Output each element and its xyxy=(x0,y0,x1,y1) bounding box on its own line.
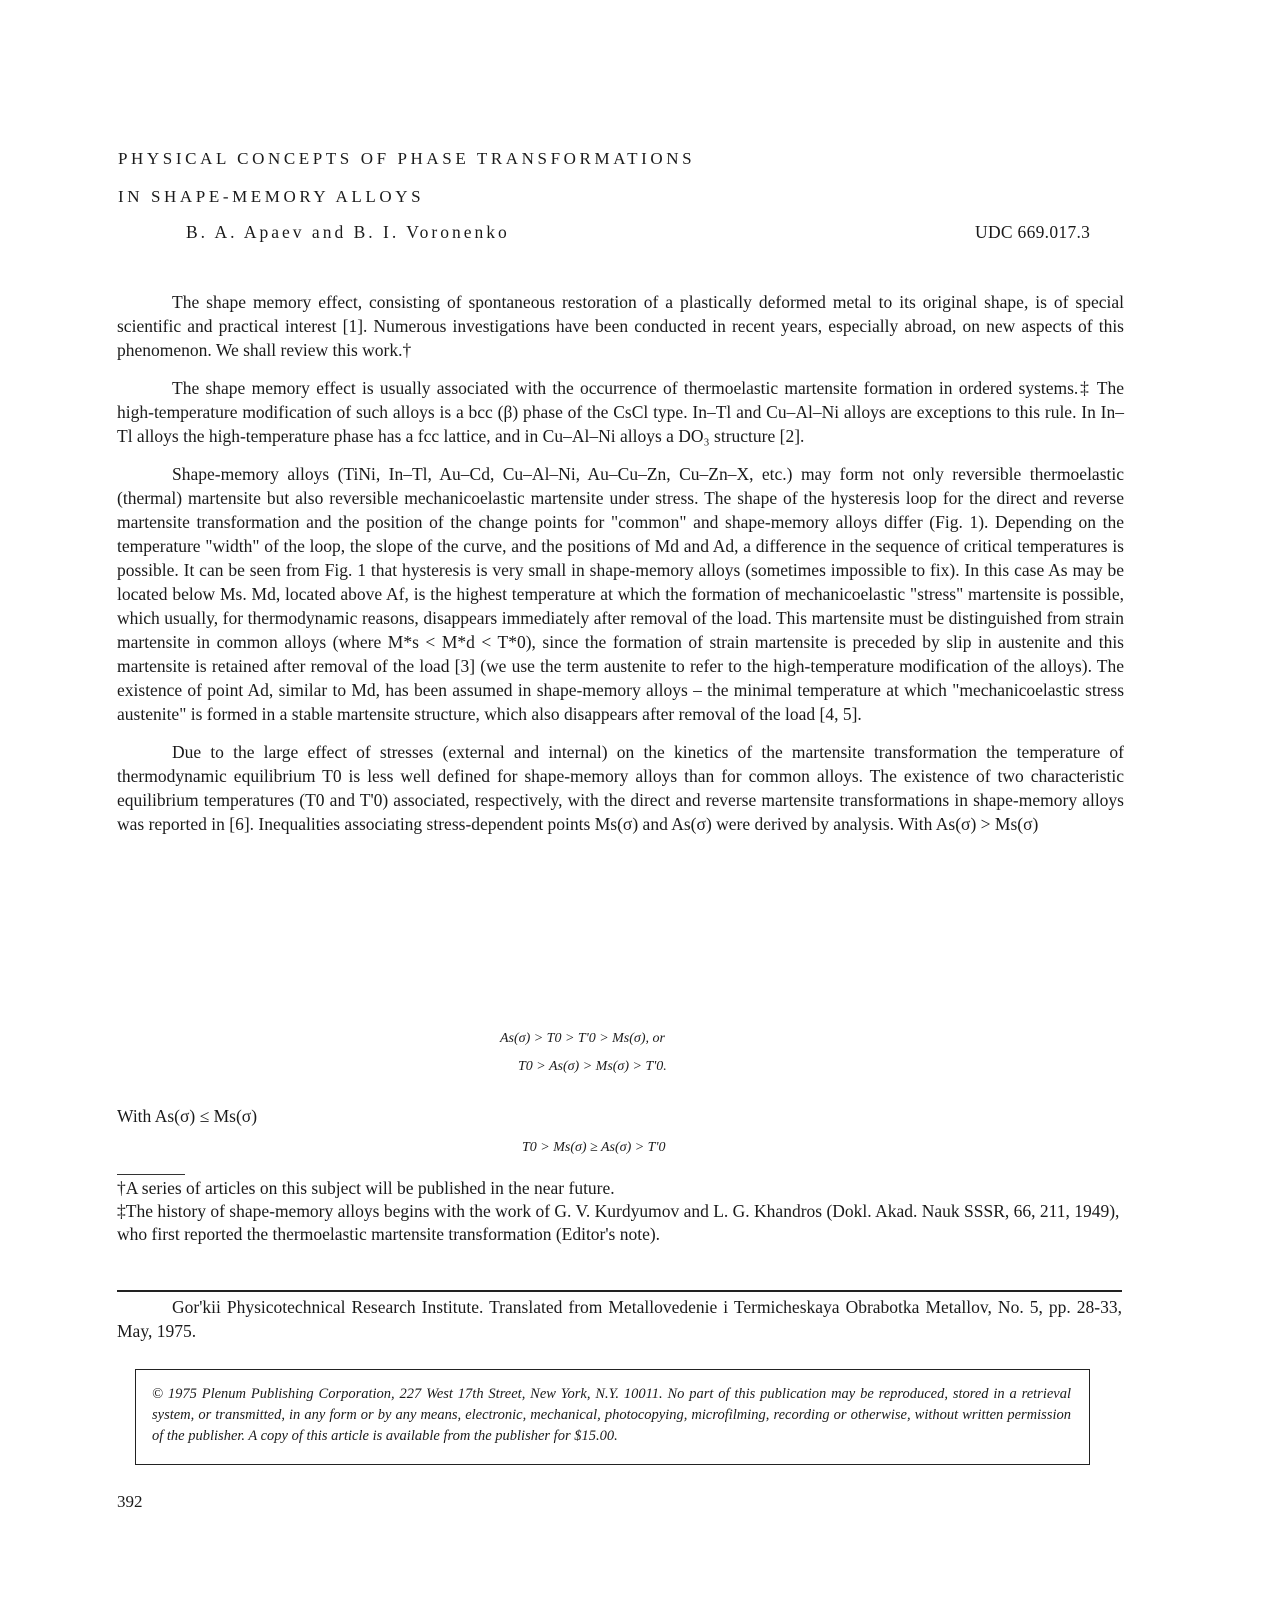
paragraph-3: Shape-memory alloys (TiNi, In–Tl, Au–Cd, Cu–Al–Ni, Au–Cu–Zn, Cu–Zn–X, etc.) may form not only reversible thermoelastic (thermal) martensite but also reversible mechanicoelastic martensite under stress. The shape of the hysteresis loop for the direct and reverse martensite transformation and the position of the change points for "common" and shape-memory alloys differ (Fig. 1). Depending on the temperature "width" of the loop, the slope of the curve, and the positions of Md and Ad, a difference in the sequence of critical temperatures is possible. It can be seen from Fig. 1 that hysteresis is very small in shape-memory alloys (sometimes impossible to fix). In this case As may be located below Ms. Md, located above Af, is the highest temperature at which the formation of mechanicoelastic "stress" martensite is possible, which usually, for thermodynamic reasons, disappears immediately after removal of the load. This martensite must be distinguished from strain martensite in common alloys (where M*s < M*d < T*0), since the formation of strain martensite is preceded by slip in austenite and this martensite is retained after removal of the load [3] (we use the term austenite to refer to the high-temperature modification of the alloys). The existence of point Ad, similar to Md, has been assumed in shape-memory alloys – the minimal temperature at which "mechanicoelastic stress austenite" is formed in a stable martensite structure, which also disappears after removal of the load [4, 5]. xyxy=(117,464,1124,724)
article-body xyxy=(117,290,1124,850)
paragraph-1: The shape memory effect, consisting of spontaneous restoration of a plastically deformed metal to its original shape, is of special scientific and practical interest [1]. Numerous investigations have been conducted in recent years, especially abroad, on new aspects of this phenomenon. We shall review this work.† xyxy=(117,292,1124,360)
formula-1: As(σ) > T0 > T'0 > Ms(σ), or xyxy=(500,1031,665,1046)
institution-divider xyxy=(117,1290,1122,1292)
formula-2: T0 > As(σ) > Ms(σ) > T'0. xyxy=(518,1059,667,1074)
paragraph-4: Due to the large effect of stresses (external and internal) on the kinetics of the martensite transformation the temperature of thermodynamic equilibrium T0 is less well defined for shape-memory alloys than for common alloys. The existence of two characteristic equilibrium temperatures (T0 and T'0) associated, respectively, with the direct and reverse martensite transformations in shape-memory alloys was reported in [6]. Inequalities associating stress-dependent points Ms(σ) and As(σ) were derived by analysis. With As(σ) > Ms(σ) xyxy=(117,742,1124,834)
title-line-1: PHYSICAL CONCEPTS OF PHASE TRANSFORMATIONS xyxy=(118,149,696,168)
paragraph-2: The shape memory effect is usually associated with the occurrence of thermoelastic martensite formation in ordered systems.‡ The high-temperature modification of such alloys is a bcc (β) phase of the CsCl type. In–Tl and Cu–Al–Ni alloys are exceptions to this rule. In In–Tl alloys the high-temperature phase has a fcc lattice, and in Cu–Al–Ni alloys a DO₃ structure [2]. xyxy=(117,378,1124,446)
footnote-dagger: †A series of articles on this subject will be published in the near future. xyxy=(117,1178,615,1198)
institution-note: Gor'kii Physicotechnical Research Institute. Translated from Metallovedenie i Termicheskaya Obrabotka Metallov, No. 5, pp. 28-33, May, 1975. xyxy=(117,1297,1122,1341)
footnote-divider xyxy=(117,1174,185,1175)
page-number: 392 xyxy=(117,1492,143,1511)
footnotes xyxy=(117,1177,1122,1246)
title-line-2: IN SHAPE-MEMORY ALLOYS xyxy=(118,187,425,206)
formula-block xyxy=(500,1025,667,1081)
article-title xyxy=(118,140,695,216)
udc-code: UDC 669.017.3 xyxy=(975,222,1091,242)
copyright-notice: © 1975 Plenum Publishing Corporation, 227 West 17th Street, New York, N.Y. 10011. No part of this publication may be reproduced, stored in a retrieval system, or transmitted, in any form or by any means, electronic, mechanical, photocopying, microfilming, recording or otherwise, without written permission of the publisher. A copy of this article is available from the publisher for $15.00. xyxy=(152,1386,1071,1444)
authors: B. A. Apaev and B. I. Voronenko xyxy=(186,222,510,242)
copyright-box xyxy=(135,1369,1090,1465)
formula-3: T0 > Ms(σ) ≥ As(σ) > T'0 xyxy=(522,1140,666,1155)
footnote-double-dagger: ‡The history of shape-memory alloys begins with the work of G. V. Kurdyumov and L. G. Khandros (Dokl. Akad. Nauk SSSR, 66, 211, 1949), who first reported the thermoelastic martensite transformation (Editor's note). xyxy=(117,1201,1120,1244)
formula-condition: With As(σ) ≤ Ms(σ) xyxy=(117,1106,258,1126)
